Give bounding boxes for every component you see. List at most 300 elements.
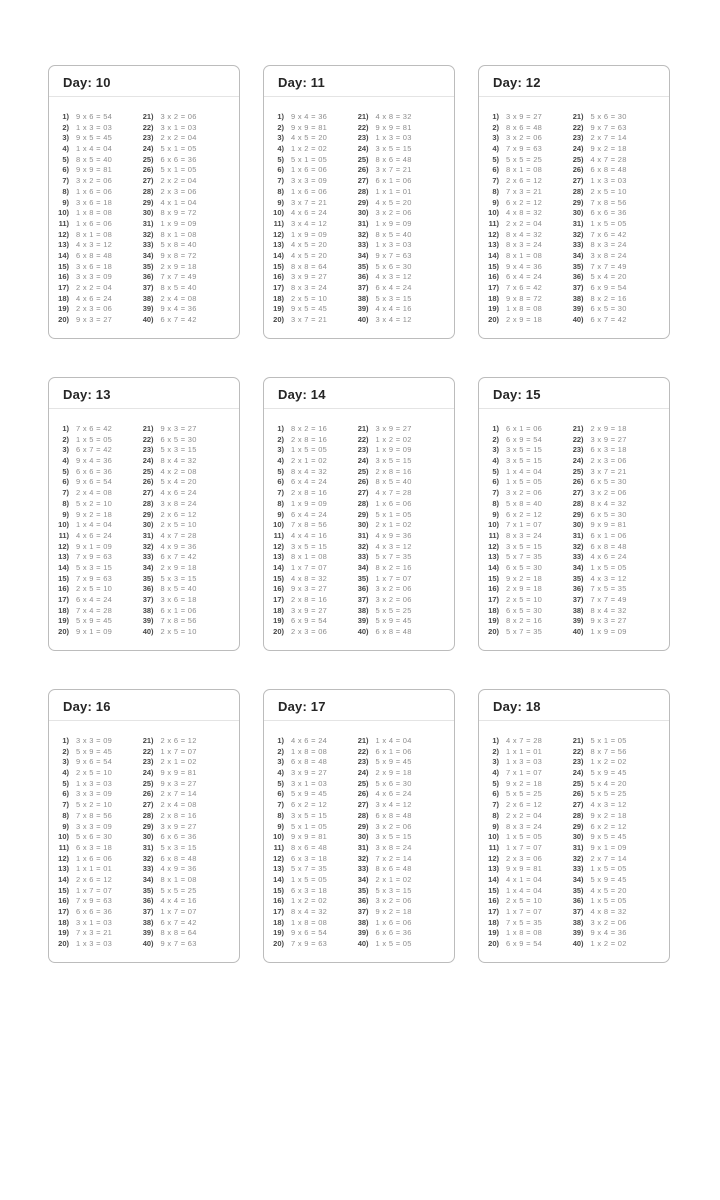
problem-row [264, 477, 349, 488]
problem-row [564, 616, 669, 627]
problem-number: 28) [142, 498, 154, 508]
problem-row [349, 510, 454, 521]
problem-equation: 5 x 4 = 20 [590, 778, 627, 788]
problem-number: 2) [277, 434, 284, 444]
problem-equation: 6 x 9 = 54 [590, 283, 627, 292]
problem-equation: 4 x 6 = 24 [590, 552, 627, 562]
problem-number: 22) [142, 122, 154, 132]
problem-equation: 8 x 5 = 40 [160, 584, 197, 594]
problem-number: 3) [62, 757, 69, 767]
problem-number: 39) [357, 928, 369, 938]
problem-equation: 8 x 1 = 08 [291, 552, 328, 562]
problem-list [49, 97, 239, 326]
problem-row [349, 574, 454, 585]
problem-row [564, 574, 669, 585]
day-card-header [264, 690, 454, 721]
problem-row [134, 294, 239, 305]
problem-equation: 4 x 6 = 24 [76, 293, 113, 303]
problem-number: 11) [488, 842, 499, 852]
problem-equation: 9 x 3 = 27 [590, 616, 627, 626]
problem-number: 16) [273, 896, 284, 906]
problem-equation: 1 x 5 = 05 [590, 218, 627, 228]
problem-row [264, 757, 349, 768]
problem-number: 23) [142, 757, 154, 767]
problem-equation: 6 x 5 = 30 [506, 605, 543, 615]
problem-number: 37) [572, 907, 584, 916]
problem-row [479, 283, 564, 294]
problem-number: 5) [277, 778, 284, 788]
problem-equation: 2 x 8 = 16 [291, 488, 328, 498]
problem-row [134, 112, 239, 123]
problem-row [349, 552, 454, 563]
problem-equation: 4 x 7 = 28 [590, 154, 627, 164]
problem-row [564, 456, 669, 467]
problem-number: 19) [58, 616, 69, 626]
problem-row [134, 789, 239, 800]
problem-equation: 6 x 5 = 30 [590, 477, 627, 487]
day-card-header [264, 378, 454, 409]
problem-equation: 9 x 7 = 63 [375, 250, 412, 260]
problem-number: 14) [58, 250, 69, 260]
problem-equation: 5 x 4 = 20 [160, 477, 197, 487]
problem-number: 7) [62, 176, 69, 186]
problem-row [564, 251, 669, 262]
problem-number: 17) [58, 907, 69, 916]
problem-number: 5) [62, 466, 69, 476]
problem-equation: 9 x 5 = 45 [291, 304, 328, 314]
problem-row [134, 811, 239, 822]
problem-row [564, 283, 669, 294]
problem-number: 16) [488, 272, 499, 282]
problem-number: 9) [492, 509, 499, 519]
problem-row [479, 240, 564, 251]
problem-row [564, 144, 669, 155]
problem-equation: 4 x 6 = 24 [375, 789, 412, 799]
problem-row [479, 822, 564, 833]
problem-equation: 4 x 1 = 04 [160, 197, 197, 207]
problem-equation: 3 x 3 = 09 [76, 736, 113, 745]
problem-row [264, 789, 349, 800]
problem-number: 36) [572, 584, 584, 594]
problem-row [264, 800, 349, 811]
problem-equation: 8 x 5 = 40 [76, 154, 113, 164]
problem-number: 2) [492, 746, 499, 756]
problem-number: 18) [488, 293, 499, 303]
problem-row [479, 595, 564, 606]
problem-equation: 7 x 7 = 49 [590, 595, 627, 604]
problem-number: 4) [277, 768, 284, 778]
problem-number: 37) [572, 595, 584, 604]
problem-number: 19) [273, 616, 284, 626]
problem-equation: 3 x 9 = 27 [291, 605, 328, 615]
problem-row [349, 133, 454, 144]
problem-number: 28) [572, 186, 584, 196]
problem-row [564, 800, 669, 811]
problem-number: 36) [357, 584, 369, 594]
problem-number: 26) [572, 165, 584, 175]
problem-equation: 1 x 3 = 03 [76, 778, 113, 788]
problem-equation: 7 x 2 = 14 [375, 853, 412, 863]
problem-column-right [564, 424, 669, 638]
problem-equation: 1 x 8 = 08 [76, 208, 113, 218]
problem-column-right [349, 424, 454, 638]
problem-equation: 5 x 4 = 20 [590, 272, 627, 282]
problem-equation: 7 x 7 = 49 [160, 272, 197, 282]
problem-number: 21) [572, 112, 584, 121]
problem-equation: 2 x 4 = 08 [160, 800, 197, 810]
problem-equation: 6 x 8 = 48 [291, 757, 328, 767]
problem-row [564, 133, 669, 144]
problem-row [564, 854, 669, 865]
problem-number: 19) [58, 304, 69, 314]
problem-number: 26) [142, 165, 154, 175]
problem-number: 19) [273, 928, 284, 938]
problem-equation: 1 x 7 = 07 [375, 573, 412, 583]
problem-equation: 2 x 3 = 06 [291, 627, 328, 637]
problem-list [264, 409, 454, 638]
problem-number: 24) [357, 144, 369, 154]
day-card [48, 377, 240, 651]
problem-equation: 4 x 3 = 12 [590, 573, 627, 583]
problem-row [134, 779, 239, 790]
problem-row [479, 435, 564, 446]
problem-number: 3) [62, 445, 69, 455]
problem-equation: 5 x 5 = 25 [506, 789, 543, 799]
problem-equation: 3 x 2 = 06 [76, 176, 113, 186]
problem-equation: 6 x 1 = 06 [506, 424, 543, 433]
problem-number: 5) [492, 778, 499, 788]
problem-row [479, 789, 564, 800]
problem-row [564, 939, 669, 950]
day-card [263, 689, 455, 963]
problem-row [134, 133, 239, 144]
problem-row [349, 477, 454, 488]
problem-column-right [134, 424, 239, 638]
day-card-title: Day: 18 [493, 699, 541, 714]
problem-row [564, 294, 669, 305]
problem-number: 19) [273, 304, 284, 314]
problem-number: 10) [58, 832, 69, 842]
problem-number: 4) [277, 144, 284, 154]
problem-column-left [49, 424, 134, 638]
problem-equation: 7 x 9 = 63 [291, 939, 328, 949]
problem-equation: 8 x 4 = 32 [590, 605, 627, 615]
problem-number: 36) [357, 272, 369, 282]
problem-equation: 2 x 8 = 16 [291, 434, 328, 444]
problem-equation: 8 x 1 = 08 [506, 250, 543, 260]
problem-row [564, 176, 669, 187]
problem-equation: 1 x 3 = 03 [76, 939, 113, 949]
problem-equation: 6 x 4 = 24 [291, 477, 328, 487]
problem-row [349, 240, 454, 251]
problem-row [264, 939, 349, 950]
problem-row [264, 896, 349, 907]
problem-row [49, 208, 134, 219]
problem-row [564, 435, 669, 446]
problem-row [134, 155, 239, 166]
problem-number: 24) [142, 768, 154, 778]
problem-number: 9) [62, 821, 69, 831]
problem-number: 27) [142, 800, 154, 810]
problem-equation: 3 x 6 = 18 [76, 197, 113, 207]
problem-row [479, 176, 564, 187]
problem-equation: 6 x 4 = 24 [76, 595, 113, 604]
problem-row [264, 574, 349, 585]
cards-grid [48, 65, 670, 963]
problem-number: 3) [492, 445, 499, 455]
problem-number: 35) [142, 573, 154, 583]
problem-row [134, 822, 239, 833]
problem-row [134, 251, 239, 262]
problem-number: 13) [488, 240, 499, 250]
problem-equation: 6 x 4 = 24 [375, 283, 412, 292]
problem-equation: 3 x 3 = 09 [76, 272, 113, 282]
problem-equation: 3 x 5 = 15 [375, 832, 412, 842]
problem-equation: 8 x 4 = 32 [590, 498, 627, 508]
problem-number: 1) [62, 736, 69, 745]
problem-equation: 8 x 3 = 24 [506, 821, 543, 831]
problem-row [134, 939, 239, 950]
problem-list [479, 97, 669, 326]
problem-row [264, 240, 349, 251]
problem-equation: 4 x 8 = 32 [291, 573, 328, 583]
problem-equation: 4 x 8 = 32 [506, 208, 543, 218]
problem-equation: 1 x 5 = 05 [590, 896, 627, 906]
problem-number: 33) [357, 864, 369, 874]
problem-equation: 6 x 8 = 48 [590, 165, 627, 175]
problem-equation: 8 x 6 = 48 [506, 122, 543, 132]
problem-row [264, 198, 349, 209]
problem-row [479, 230, 564, 241]
problem-number: 3) [277, 757, 284, 767]
problem-equation: 6 x 5 = 30 [590, 509, 627, 519]
problem-row [134, 510, 239, 521]
problem-row [264, 272, 349, 283]
problem-row [564, 165, 669, 176]
problem-number: 12) [58, 229, 69, 239]
problem-number: 4) [62, 768, 69, 778]
problem-row [349, 811, 454, 822]
problem-number: 24) [357, 768, 369, 778]
problem-equation: 2 x 8 = 16 [291, 595, 328, 604]
problem-number: 28) [572, 498, 584, 508]
problem-equation: 2 x 3 = 06 [76, 304, 113, 314]
problem-row [479, 563, 564, 574]
problem-number: 8) [492, 810, 499, 820]
problem-row [264, 747, 349, 758]
problem-equation: 3 x 9 = 27 [506, 112, 543, 121]
problem-equation: 7 x 8 = 56 [291, 520, 328, 530]
problem-row [49, 757, 134, 768]
problem-row [264, 208, 349, 219]
problem-number: 4) [62, 144, 69, 154]
day-card-title: Day: 10 [63, 75, 111, 90]
problem-row [349, 918, 454, 929]
problem-row [564, 627, 669, 638]
problem-equation: 9 x 6 = 54 [76, 757, 113, 767]
problem-equation: 1 x 3 = 03 [375, 133, 412, 143]
problem-number: 34) [357, 250, 369, 260]
problem-equation: 2 x 8 = 16 [160, 810, 197, 820]
problem-number: 21) [142, 112, 154, 121]
problem-equation: 3 x 6 = 18 [76, 261, 113, 271]
problem-equation: 9 x 9 = 81 [291, 122, 328, 132]
problem-row [479, 155, 564, 166]
problem-number: 38) [142, 605, 154, 615]
problem-row [564, 832, 669, 843]
problem-number: 21) [357, 112, 369, 121]
problem-row [49, 251, 134, 262]
problem-row [349, 616, 454, 627]
day-card-header [479, 690, 669, 721]
day-card-header [49, 66, 239, 97]
problem-row [349, 832, 454, 843]
problem-equation: 3 x 2 = 06 [506, 488, 543, 498]
problem-number: 18) [273, 605, 284, 615]
problem-number: 2) [492, 434, 499, 444]
problem-number: 11) [488, 218, 499, 228]
problem-equation: 2 x 5 = 10 [506, 595, 543, 604]
problem-number: 33) [572, 552, 584, 562]
problem-number: 39) [572, 928, 584, 938]
problem-row [134, 165, 239, 176]
problem-row [134, 499, 239, 510]
problem-equation: 5 x 1 = 05 [375, 509, 412, 519]
day-card [263, 65, 455, 339]
problem-number: 39) [142, 616, 154, 626]
problem-number: 6) [62, 477, 69, 487]
problem-equation: 9 x 9 = 81 [506, 864, 543, 874]
problem-equation: 7 x 6 = 42 [506, 283, 543, 292]
problem-equation: 6 x 6 = 36 [76, 466, 113, 476]
problem-number: 38) [142, 293, 154, 303]
problem-number: 32) [357, 541, 369, 551]
day-card-header [264, 66, 454, 97]
problem-number: 39) [357, 616, 369, 626]
problem-row [349, 896, 454, 907]
problem-number: 22) [357, 434, 369, 444]
problem-number: 33) [357, 552, 369, 562]
problem-number: 37) [357, 283, 369, 292]
problem-row [349, 155, 454, 166]
problem-number: 33) [572, 864, 584, 874]
problem-number: 6) [62, 789, 69, 799]
problem-equation: 1 x 5 = 05 [375, 939, 412, 949]
problem-row [479, 198, 564, 209]
problem-number: 35) [572, 573, 584, 583]
problem-number: 19) [488, 616, 499, 626]
problem-equation: 4 x 4 = 16 [291, 530, 328, 540]
problem-equation: 1 x 8 = 08 [506, 928, 543, 938]
problem-list [49, 721, 239, 950]
problem-row [49, 488, 134, 499]
problem-number: 29) [572, 509, 584, 519]
problem-number: 40) [572, 939, 584, 949]
problem-equation: 7 x 7 = 49 [590, 261, 627, 271]
problem-equation: 5 x 8 = 40 [160, 240, 197, 250]
problem-column-right [349, 112, 454, 326]
problem-row [49, 187, 134, 198]
problem-row [49, 456, 134, 467]
problem-equation: 2 x 2 = 04 [160, 176, 197, 186]
problem-row [134, 283, 239, 294]
problem-equation: 1 x 9 = 09 [375, 445, 412, 455]
problem-row [134, 552, 239, 563]
problem-number: 16) [488, 896, 499, 906]
problem-number: 14) [58, 874, 69, 884]
problem-equation: 4 x 9 = 36 [160, 864, 197, 874]
problem-equation: 2 x 1 = 02 [160, 757, 197, 767]
problem-row [479, 843, 564, 854]
problem-number: 17) [58, 283, 69, 292]
problem-equation: 6 x 3 = 18 [76, 842, 113, 852]
problem-equation: 4 x 5 = 20 [291, 250, 328, 260]
problem-number: 20) [488, 627, 499, 637]
problem-row [134, 843, 239, 854]
problem-equation: 9 x 2 = 18 [76, 509, 113, 519]
problem-number: 15) [488, 573, 499, 583]
day-card-header [49, 378, 239, 409]
problem-row [349, 251, 454, 262]
problem-row [479, 520, 564, 531]
problem-row [564, 488, 669, 499]
problem-equation: 1 x 7 = 07 [291, 562, 328, 572]
day-card [48, 689, 240, 963]
problem-number: 32) [572, 541, 584, 551]
problem-equation: 4 x 3 = 12 [375, 541, 412, 551]
problem-number: 10) [488, 832, 499, 842]
problem-number: 6) [277, 165, 284, 175]
problem-row [479, 627, 564, 638]
problem-equation: 4 x 3 = 12 [375, 272, 412, 282]
problem-row [264, 918, 349, 929]
problem-number: 33) [357, 240, 369, 250]
problem-equation: 9 x 2 = 18 [375, 907, 412, 916]
problem-row [479, 779, 564, 790]
problem-equation: 9 x 6 = 54 [291, 928, 328, 938]
problem-number: 30) [142, 832, 154, 842]
problem-row [264, 435, 349, 446]
problem-equation: 6 x 8 = 48 [375, 627, 412, 637]
problem-equation: 4 x 5 = 20 [590, 885, 627, 895]
problem-equation: 1 x 2 = 02 [590, 939, 627, 949]
problem-row [479, 262, 564, 273]
problem-row [349, 875, 454, 886]
problem-number: 27) [572, 800, 584, 810]
problem-number: 22) [357, 122, 369, 132]
problem-row [264, 262, 349, 273]
problem-equation: 1 x 5 = 05 [76, 434, 113, 444]
problem-list [49, 409, 239, 638]
problem-number: 36) [142, 272, 154, 282]
problem-row [264, 499, 349, 510]
problem-equation: 1 x 5 = 05 [590, 864, 627, 874]
problem-equation: 8 x 3 = 24 [291, 283, 328, 292]
problem-equation: 7 x 9 = 63 [76, 573, 113, 583]
problem-row [134, 176, 239, 187]
problem-number: 10) [488, 208, 499, 218]
problem-row [564, 811, 669, 822]
problem-number: 28) [142, 810, 154, 820]
problem-equation: 1 x 3 = 03 [506, 757, 543, 767]
problem-number: 15) [488, 261, 499, 271]
problem-row [349, 800, 454, 811]
problem-number: 21) [357, 736, 369, 745]
problem-equation: 1 x 6 = 06 [76, 218, 113, 228]
problem-row [564, 779, 669, 790]
problem-number: 14) [273, 874, 284, 884]
problem-row [564, 510, 669, 521]
